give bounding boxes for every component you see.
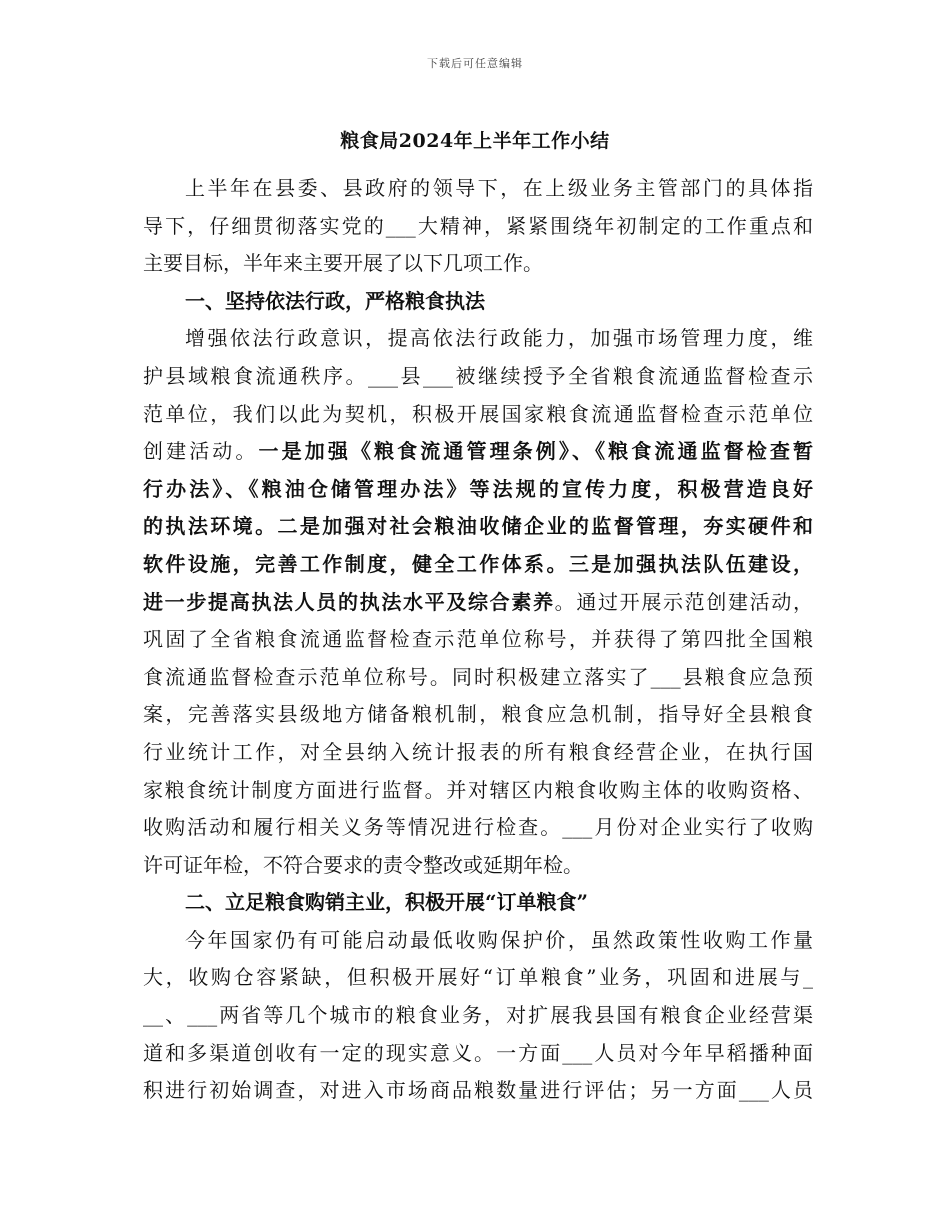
paragraph-line: 导下，仔细贯彻落实党的___大精神，紧紧围绕年初制定的工作重点和 (143, 213, 813, 238)
paragraph-line: 巩固了全省粮食流通监督检查示范单位称号，并获得了第四批全国粮 (143, 627, 813, 652)
paragraph-line: 收购活动和履行相关义务等情况进行检查。___月份对企业实行了收购 (143, 815, 813, 840)
paragraph-line: 大，收购仓容紧缺，但积极开展好“订单粮食”业务，巩固和进展与_ (143, 965, 813, 990)
header-note: 下载后可任意编辑 (427, 57, 523, 70)
paragraph-line: 护县域粮食流通秩序。___县___被继续授予全省粮食流通监督检查示 (143, 363, 813, 388)
paragraph-line: 范单位，我们以此为契机，积极开展国家粮食流通监督检查示范单位 (143, 401, 813, 426)
paragraph-line (143, 584, 813, 622)
paragraph-line: 积进行初始调查，对进入市场商品粮数量进行评估；另一方面___人员 (143, 1078, 813, 1103)
paragraph-line: 行办法》、《粮油仓储管理办法》等法规的宣传力度，积极营造良好 (143, 476, 813, 501)
paragraph-line: 今年国家仍有可能启动最低收购保护价，虽然政策性收购工作量 (185, 927, 813, 952)
document-title: 粮食局2024年上半年工作小结 (340, 130, 610, 152)
text-run: 创建活动。 (143, 439, 259, 464)
paragraph-line: __、___两省等几个城市的粮食业务，对扩展我县国有粮食企业经营渠 (143, 1003, 813, 1028)
section-heading-2: 二、立足粮食购销主业，积极开展“订单粮食” (185, 890, 589, 915)
paragraph-line: 增强依法行政意识，提高依法行政能力，加强市场管理力度，维 (185, 326, 813, 351)
paragraph-line: 案，完善落实县级地方储备粮机制，粮食应急机制，指导好全县粮食 (143, 702, 813, 727)
bold-text-run: 一是加强《粮食流通管理条例》、《粮食流通监督检查暂 (258, 439, 813, 464)
document-body (143, 170, 813, 1110)
paragraph-line: 许可证年检，不符合要求的责令整改或延期年检。 (143, 852, 583, 877)
paragraph-line: 道和多渠道创收有一定的现实意义。一方面___人员对今年早稻播种面 (143, 1040, 813, 1065)
paragraph-line: 软件设施，完善工作制度，健全工作体系。三是加强执法队伍建设， (143, 551, 813, 576)
paragraph-line: 上半年在县委、县政府的领导下，在上级业务主管部门的具体指 (185, 176, 813, 200)
paragraph-line: 的执法环境。二是加强对社会粮油收储企业的监督管理，夯实硬件和 (143, 514, 813, 539)
paragraph-line (143, 433, 813, 471)
text-run: 。通过开展示范创建活动， (554, 589, 813, 614)
paragraph-line: 食流通监督检查示范单位称号。同时积极建立落实了___县粮食应急预 (143, 664, 813, 689)
section-heading-1: 一、坚持依法行政，严格粮食执法 (185, 288, 485, 313)
bold-text-run: 进一步提高执法人员的执法水平及综合素养 (143, 589, 555, 614)
paragraph-line: 主要目标，半年来主要开展了以下几项工作。 (143, 251, 543, 276)
paragraph-line: 家粮食统计制度方面进行监督。并对辖区内粮食收购主体的收购资格、 (143, 777, 813, 802)
paragraph-line: 行业统计工作，对全县纳入统计报表的所有粮食经营企业，在执行国 (143, 739, 813, 764)
